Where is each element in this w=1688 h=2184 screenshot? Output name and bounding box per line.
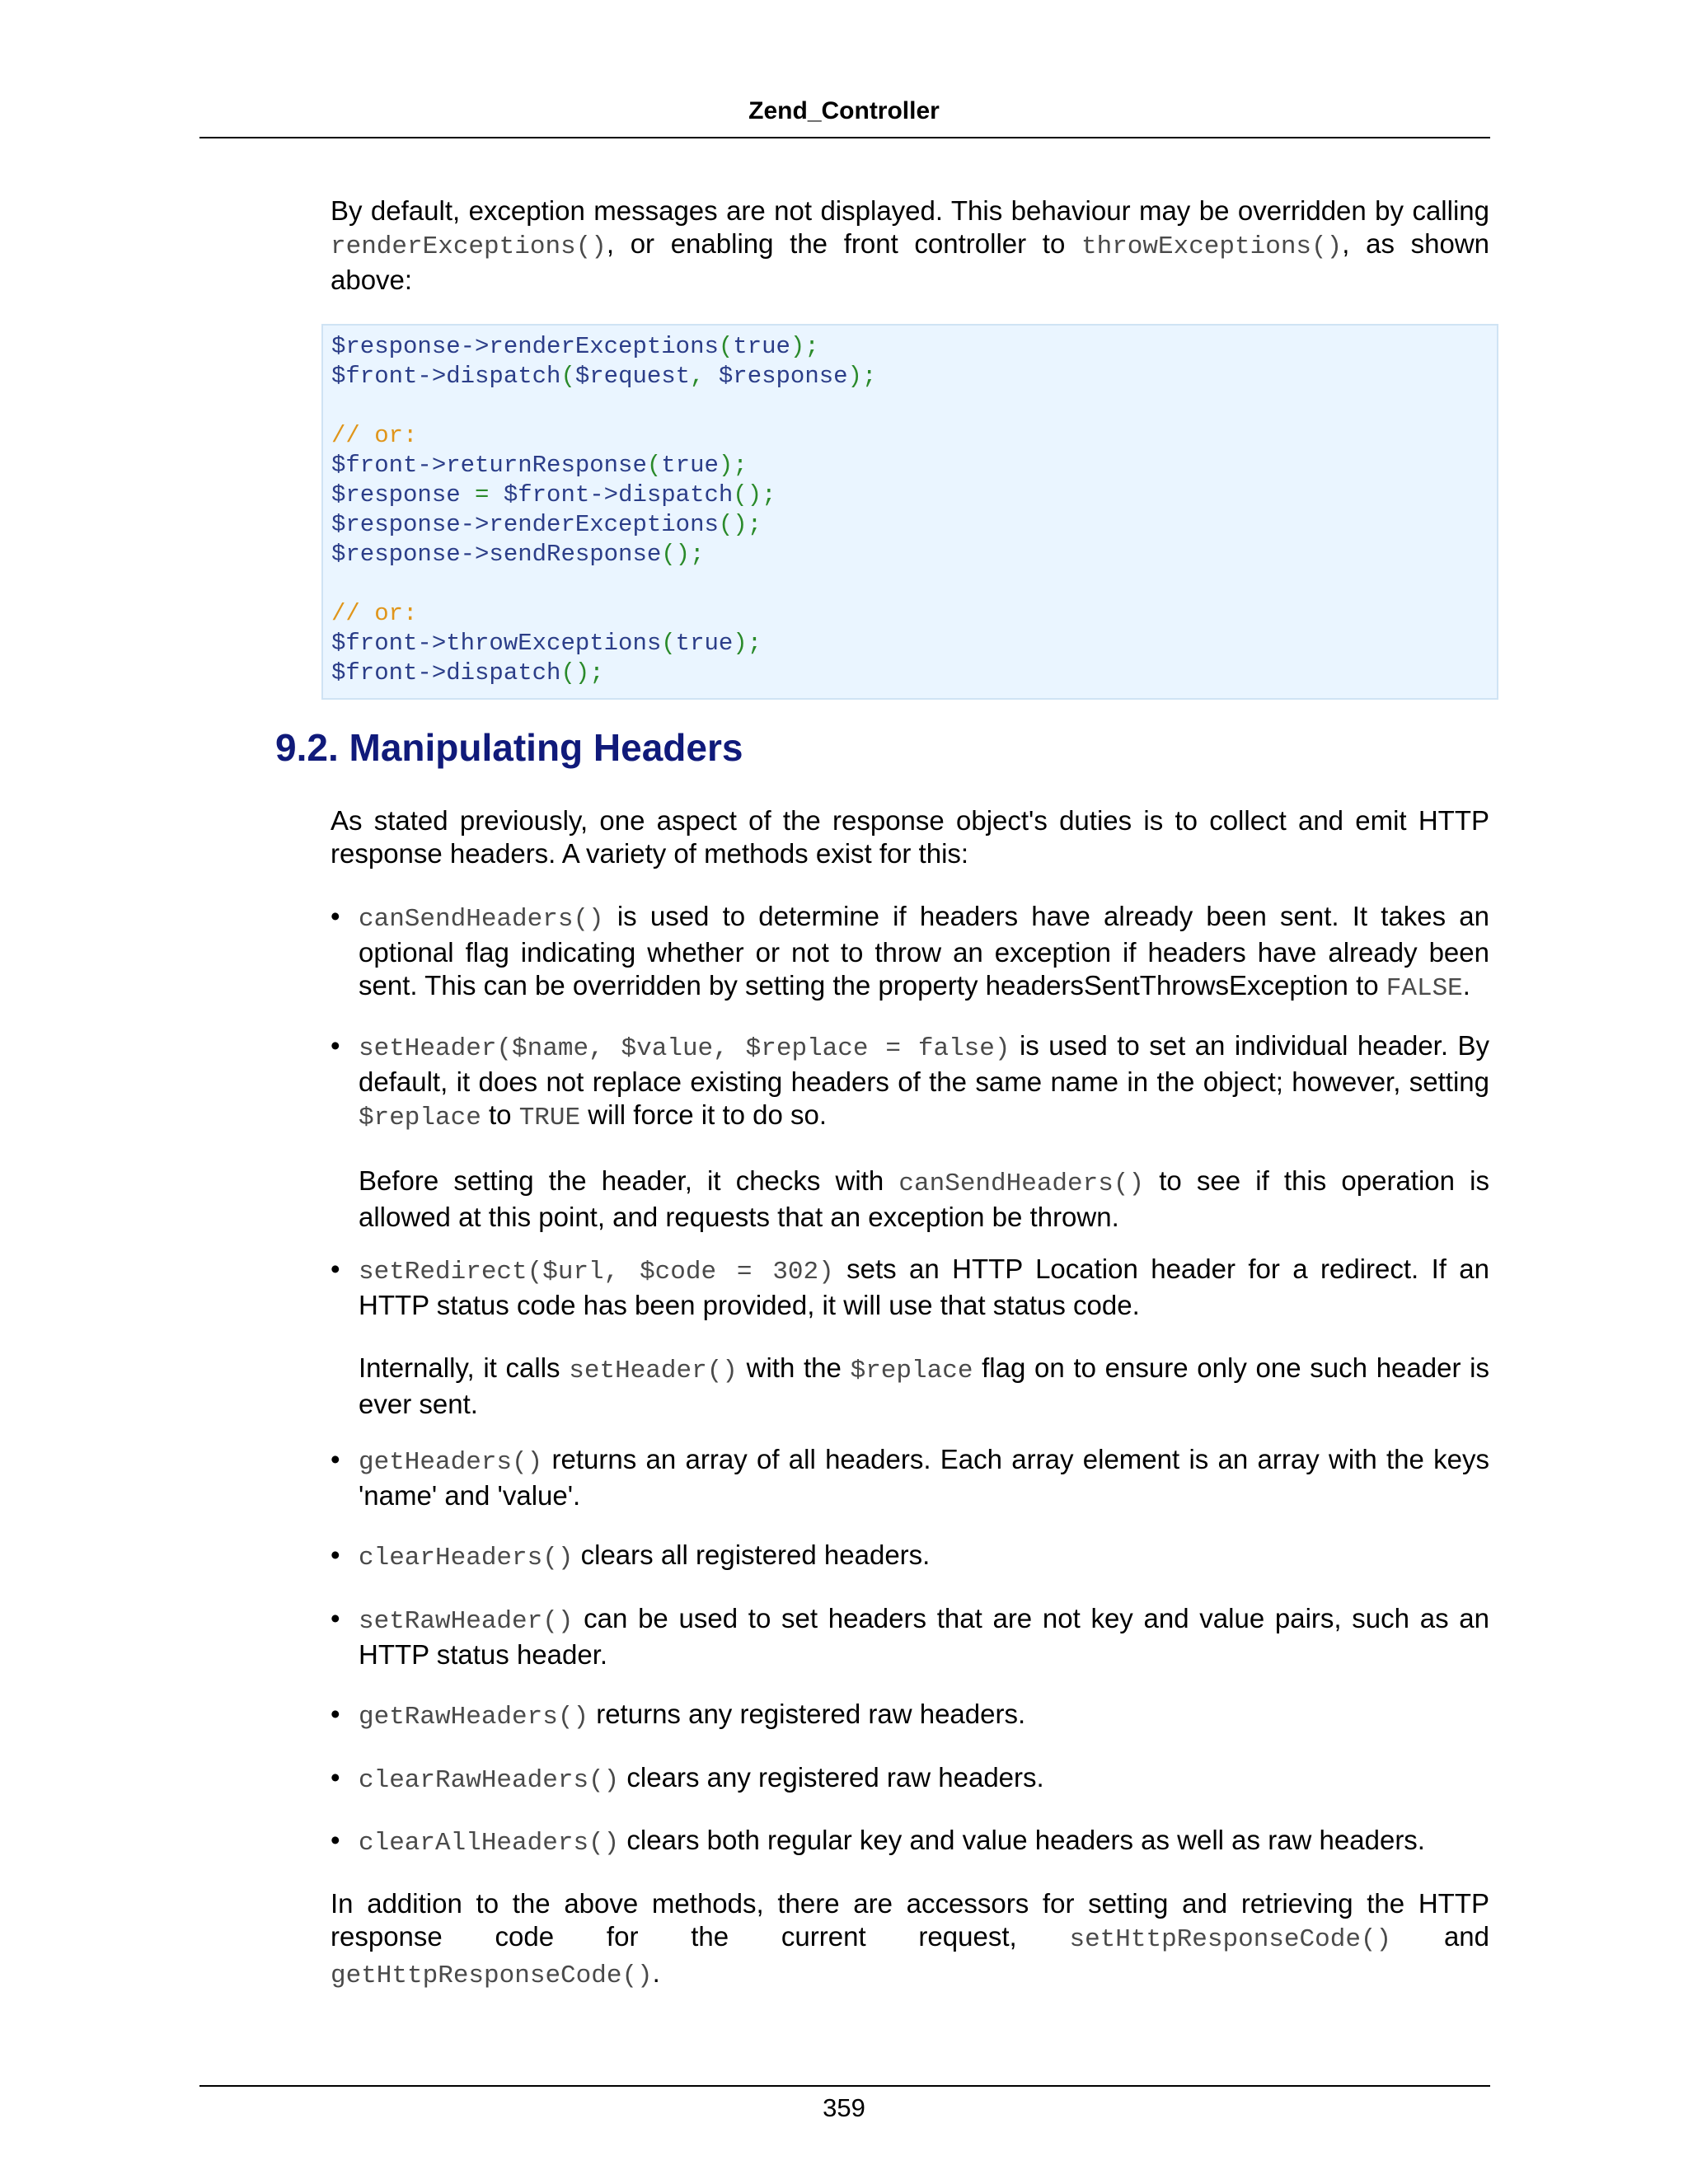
closing-paragraph: In addition to the above methods, there are accessors for setting and retrieving the HTTP response code for the current request, setHttpResponseCode() and getHttpResponseCode(). [331, 1888, 1490, 1990]
inline-code: clearRawHeaders() [359, 1766, 620, 1795]
inline-code: setHeader() [569, 1357, 738, 1385]
code-line: $response = $front->dispatch(); [331, 481, 776, 509]
inline-code: clearAllHeaders() [359, 1829, 620, 1858]
inline-code-throwexceptions: throwExceptions() [1081, 232, 1343, 261]
inline-code: canSendHeaders() [898, 1169, 1145, 1198]
bullet-icon: • [331, 901, 340, 931]
inline-code: $replace [850, 1357, 973, 1385]
section-lead: As stated previously, one aspect of the response object's duties is to collect and emit HTTP response headers. A variety of methods exist for this: [331, 805, 1489, 869]
bullet-icon: • [331, 1699, 340, 1729]
inline-code-gethttpresponsecode: getHttpResponseCode() [331, 1961, 653, 1990]
inline-code-renderexceptions: renderExceptions() [331, 232, 607, 261]
bullet-icon: • [331, 1540, 340, 1570]
inline-code: TRUE [518, 1104, 581, 1132]
intro-text-1: By default, exception messages are not displayed. This behaviour may be overridden by calling [331, 195, 1489, 226]
intro-paragraph [331, 194, 1489, 297]
inline-code: setHeader($name, $value, $replace = false) [359, 1034, 1010, 1063]
inline-code: clearHeaders() [359, 1544, 574, 1572]
bullet-icon: • [331, 1603, 340, 1633]
code-line: $front->returnResponse(true); [331, 452, 748, 479]
bullet-icon: • [331, 1444, 340, 1474]
code-line: $response->renderExceptions(); [331, 511, 762, 538]
code-line: $front->dispatch(); [331, 659, 604, 687]
inline-code: canSendHeaders() [359, 905, 604, 934]
bullet-icon: • [331, 1030, 340, 1061]
code-line [331, 569, 1489, 599]
code-line: $response->sendResponse(); [331, 541, 705, 568]
header-rule [199, 137, 1490, 138]
inline-code: setRedirect($url, $code = 302) [359, 1258, 834, 1286]
footer-rule [199, 2085, 1490, 2087]
inline-code: getRawHeaders() [359, 1703, 589, 1732]
code-line: $front->throwExceptions(true); [331, 630, 762, 657]
bullet-icon: • [331, 1825, 340, 1855]
inline-code: FALSE [1386, 974, 1463, 1003]
inline-code: $replace [359, 1104, 481, 1132]
code-line [331, 391, 1489, 421]
page-number: 359 [823, 2093, 865, 2122]
inline-code-sethttpresponsecode: setHttpResponseCode() [1069, 1925, 1392, 1954]
bullet-icon: • [331, 1762, 340, 1793]
bullet-icon: • [331, 1254, 340, 1284]
code-line: $front->dispatch($request, $response); [331, 363, 877, 390]
running-header: Zend_Controller [748, 97, 940, 124]
code-block [321, 324, 1498, 700]
code-line: // or: [331, 422, 418, 449]
intro-text-3: , as shown above: [331, 228, 1489, 295]
section-title: 9.2. Manipulating Headers [275, 726, 743, 769]
intro-text-2: , or enabling the front controller to [606, 228, 1081, 259]
code-line: $response->renderExceptions(true); [331, 333, 819, 360]
inline-code: getHeaders() [359, 1448, 543, 1477]
code-line: // or: [331, 600, 418, 627]
inline-code: setRawHeader() [359, 1607, 574, 1636]
